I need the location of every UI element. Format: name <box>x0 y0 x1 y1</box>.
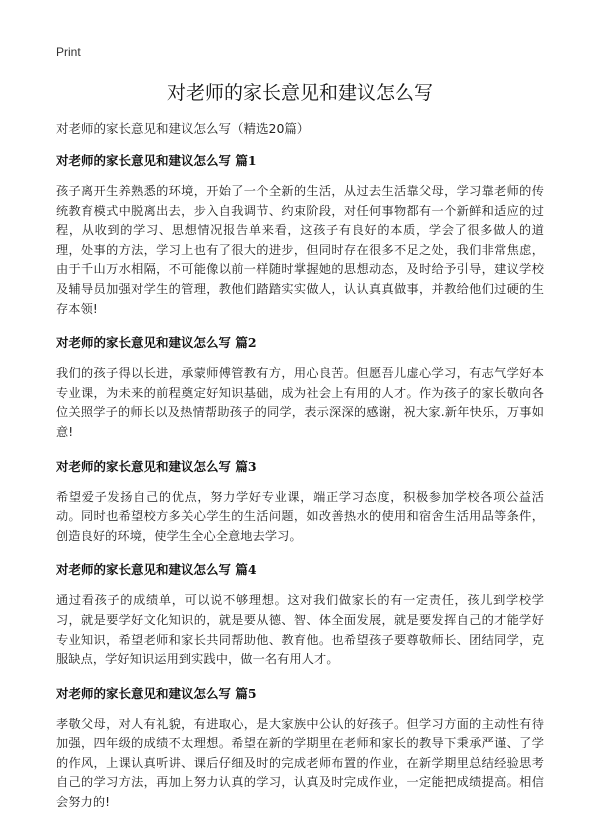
section-heading: 对老师的家长意见和建议怎么写 篇2 <box>56 335 257 351</box>
section-3 <box>56 458 544 547</box>
section-2 <box>56 334 544 442</box>
document-subtitle: 对老师的家长意见和建议怎么写（精选20篇） <box>56 121 310 136</box>
section-body: 希望爱子发扬自己的优点，努力学好专业课，端正学习态度，积极参加学校各项公益活动。同时也希望校方多关心学生的生活问题，如改善热水的使用和宿舍生活用品等条件，创造良好的环境，使学生全心全意地去学习。 <box>56 489 544 543</box>
section-1 <box>56 152 544 319</box>
section-body: 孝敬父母，对人有礼貌，有进取心，是大家族中公认的好孩子。但学习方面的主动性有待加强，四年级的成绩不太理想。希望在新的学期里在老师和家长的教导下秉承严谨、了学的作风，上课认真听讲、课后仔细及时的完成老师布置的作业，在新学期里总结经验思考自己的学习方法，再加上努力认真的学习，认真及时完成作业，一定能把成绩提高。相信会努力的! <box>56 716 544 810</box>
print-label: Print <box>56 45 81 59</box>
section-body: 孩子离开生养熟悉的环境，开始了一个全新的生活，从过去生活靠父母，学习靠老师的传统教育模式中脱离出去，步入自我调节、约束阶段，对任何事物都有一个新鲜和适应的过程，从收到的学习、思想情况报告单来看，这孩子有良好的本质，学会了很多做人的道理，处事的方法，学习上也有了很大的进步，但同时存在很多不足之处，我们非常焦虑，由于千山万水相隔，不可能像以前一样随时掌握她的思想动态，及时给予引导，建议学校及辅导员加强对学生的管理，教他们踏踏实实做人，认认真真做事，并教给他们过硬的生存本领! <box>56 184 544 316</box>
section-5 <box>56 685 544 813</box>
section-heading: 对老师的家长意见和建议怎么写 篇1 <box>56 153 257 168</box>
section-body: 我们的孩子得以长进，承蒙师傅管教有方，用心良苦。但愿吾儿虚心学习，有志气学好本专业课，为未来的前程奠定好知识基础，成为社会上有用的人才。作为孩子的家长敬向各位关照学子的师长以及热情帮助孩子的同学，表示深深的感谢，祝大家.新年快乐，万事如意! <box>56 366 544 439</box>
section-heading: 对老师的家长意见和建议怎么写 篇3 <box>56 458 257 474</box>
document-title: 对老师的家长意见和建议怎么写 <box>166 82 433 104</box>
section-body: 通过看孩子的成绩单，可以说不够理想。这对我们做家长的有一定责任，孩儿到学校学习，就是要学好文化知识的，就是要从德、智、体全面发展，就是要发挥自己的才能学好专业知识，希望老师和家长共同帮助他、教育他。也希望孩子要尊敬师长、团结同学，克服缺点，学好知识运用到实践中，做一名有用人才。 <box>56 593 544 667</box>
section-heading: 对老师的家长意见和建议怎么写 篇4 <box>56 562 257 578</box>
section-4 <box>56 561 544 669</box>
section-heading: 对老师的家长意见和建议怎么写 篇5 <box>56 685 257 701</box>
